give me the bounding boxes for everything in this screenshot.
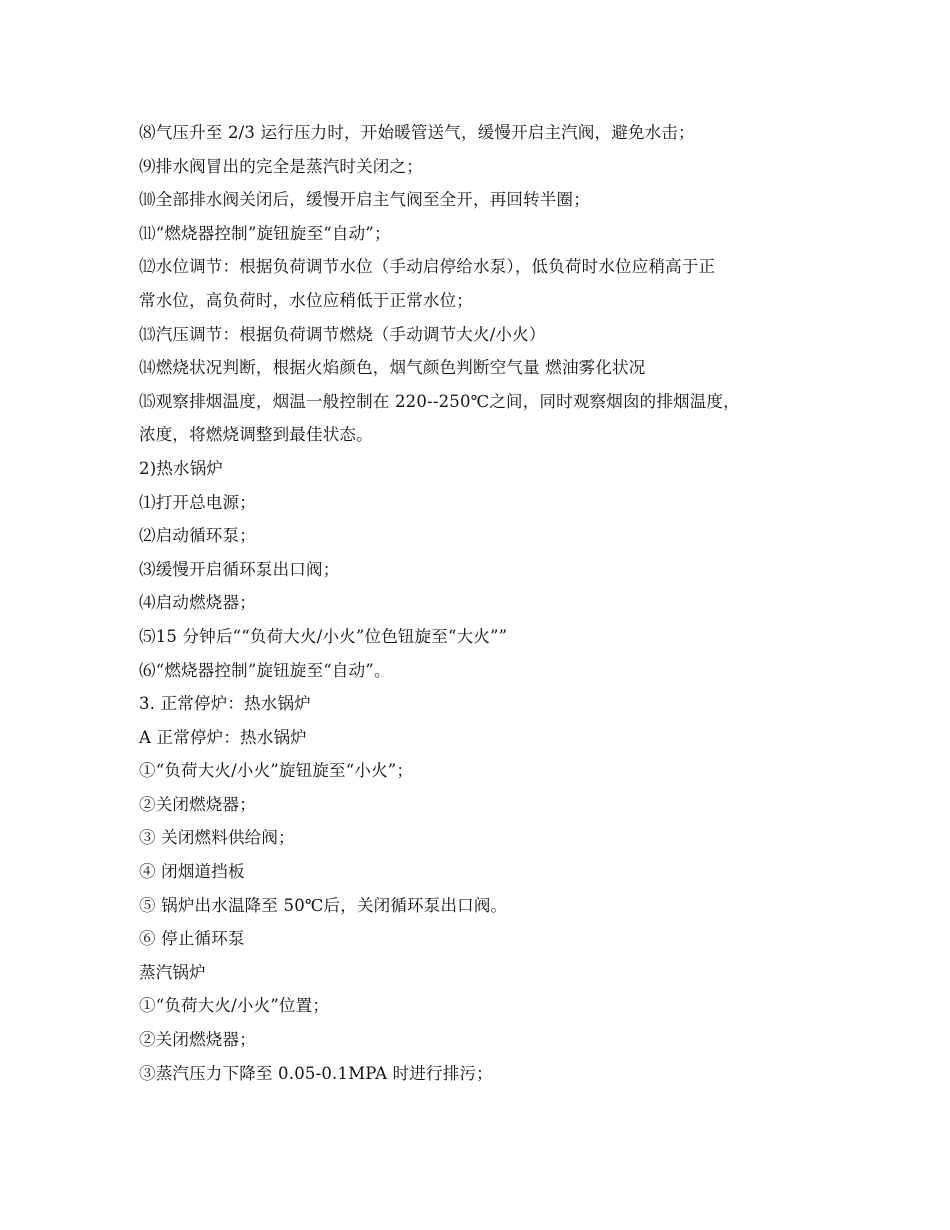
text-line: ③ 关闭燃料供给阀； (139, 828, 295, 848)
text-line: ④ 闭烟道挡板 (139, 862, 245, 882)
text-line: ②关闭燃烧器； (139, 1030, 256, 1050)
section-heading: 3. 正常停炉：热水锅炉 (139, 694, 311, 714)
text-line: 浓度，将燃烧调整到最佳状态。 (139, 425, 373, 445)
section-heading: 蒸汽锅炉 (139, 962, 206, 982)
text-line: ⑾“燃烧器控制”旋钮旋至“自动”； (139, 223, 391, 243)
section-heading: A 正常停炉：热水锅炉 (139, 727, 307, 747)
text-line: 常水位，高负荷时，水位应稍低于正常水位； (139, 290, 473, 310)
text-line: ⑹“燃烧器控制”旋钮旋至“自动”。 (139, 660, 391, 680)
text-line: ②关闭燃烧器； (139, 794, 256, 814)
document-body (139, 116, 819, 1090)
text-line: ⒂观察排烟温度，烟温一般控制在 220--250℃之间，同时观察烟囱的排烟温度， (139, 391, 740, 411)
text-line: ⒁燃烧状况判断，根据火焰颜色，烟气颜色判断空气量 燃油雾化状况 (139, 358, 646, 378)
text-line: ⑿水位调节：根据负荷调节水位（手动启停给水泵），低负荷时水位应稍高于正 (139, 257, 716, 277)
text-line: ⑽全部排水阀关闭后，缓慢开启主气阀至全开，再回转半圈； (139, 190, 590, 210)
text-line: ⑤ 锅炉出水温降至 50℃后，关闭循环泵出口阀。 (139, 895, 508, 915)
text-line: ⑼排水阀冒出的完全是蒸汽时关闭之； (139, 156, 423, 176)
text-line: ⑵启动循环泵； (139, 526, 256, 546)
text-line: ①“负荷大火/小火”旋钮旋至“小火”； (139, 761, 414, 781)
text-line: ⑶缓慢开启循环泵出口阀； (139, 559, 340, 579)
text-line: ⑥ 停止循环泵 (139, 929, 245, 949)
text-line: ①“负荷大火/小火”位置； (139, 996, 330, 1016)
text-line: ③蒸汽压力下降至 0.05-0.1MPA 时进行排污； (139, 1063, 493, 1083)
text-line: ⑴打开总电源； (139, 492, 256, 512)
text-line: ⑷启动燃烧器； (139, 593, 256, 613)
text-line: ⑸15 分钟后““负荷大火/小火”位色钮旋至“大火”” (139, 626, 508, 646)
text-line: ⒀汽压调节：根据负荷调节燃烧（手动调节大火/小火） (139, 324, 546, 344)
section-heading: 2)热水锅炉 (139, 458, 224, 478)
text-line: ⑻气压升至 2/3 运行压力时，开始暖管送气，缓慢开启主汽阀，避免水击； (139, 123, 695, 142)
